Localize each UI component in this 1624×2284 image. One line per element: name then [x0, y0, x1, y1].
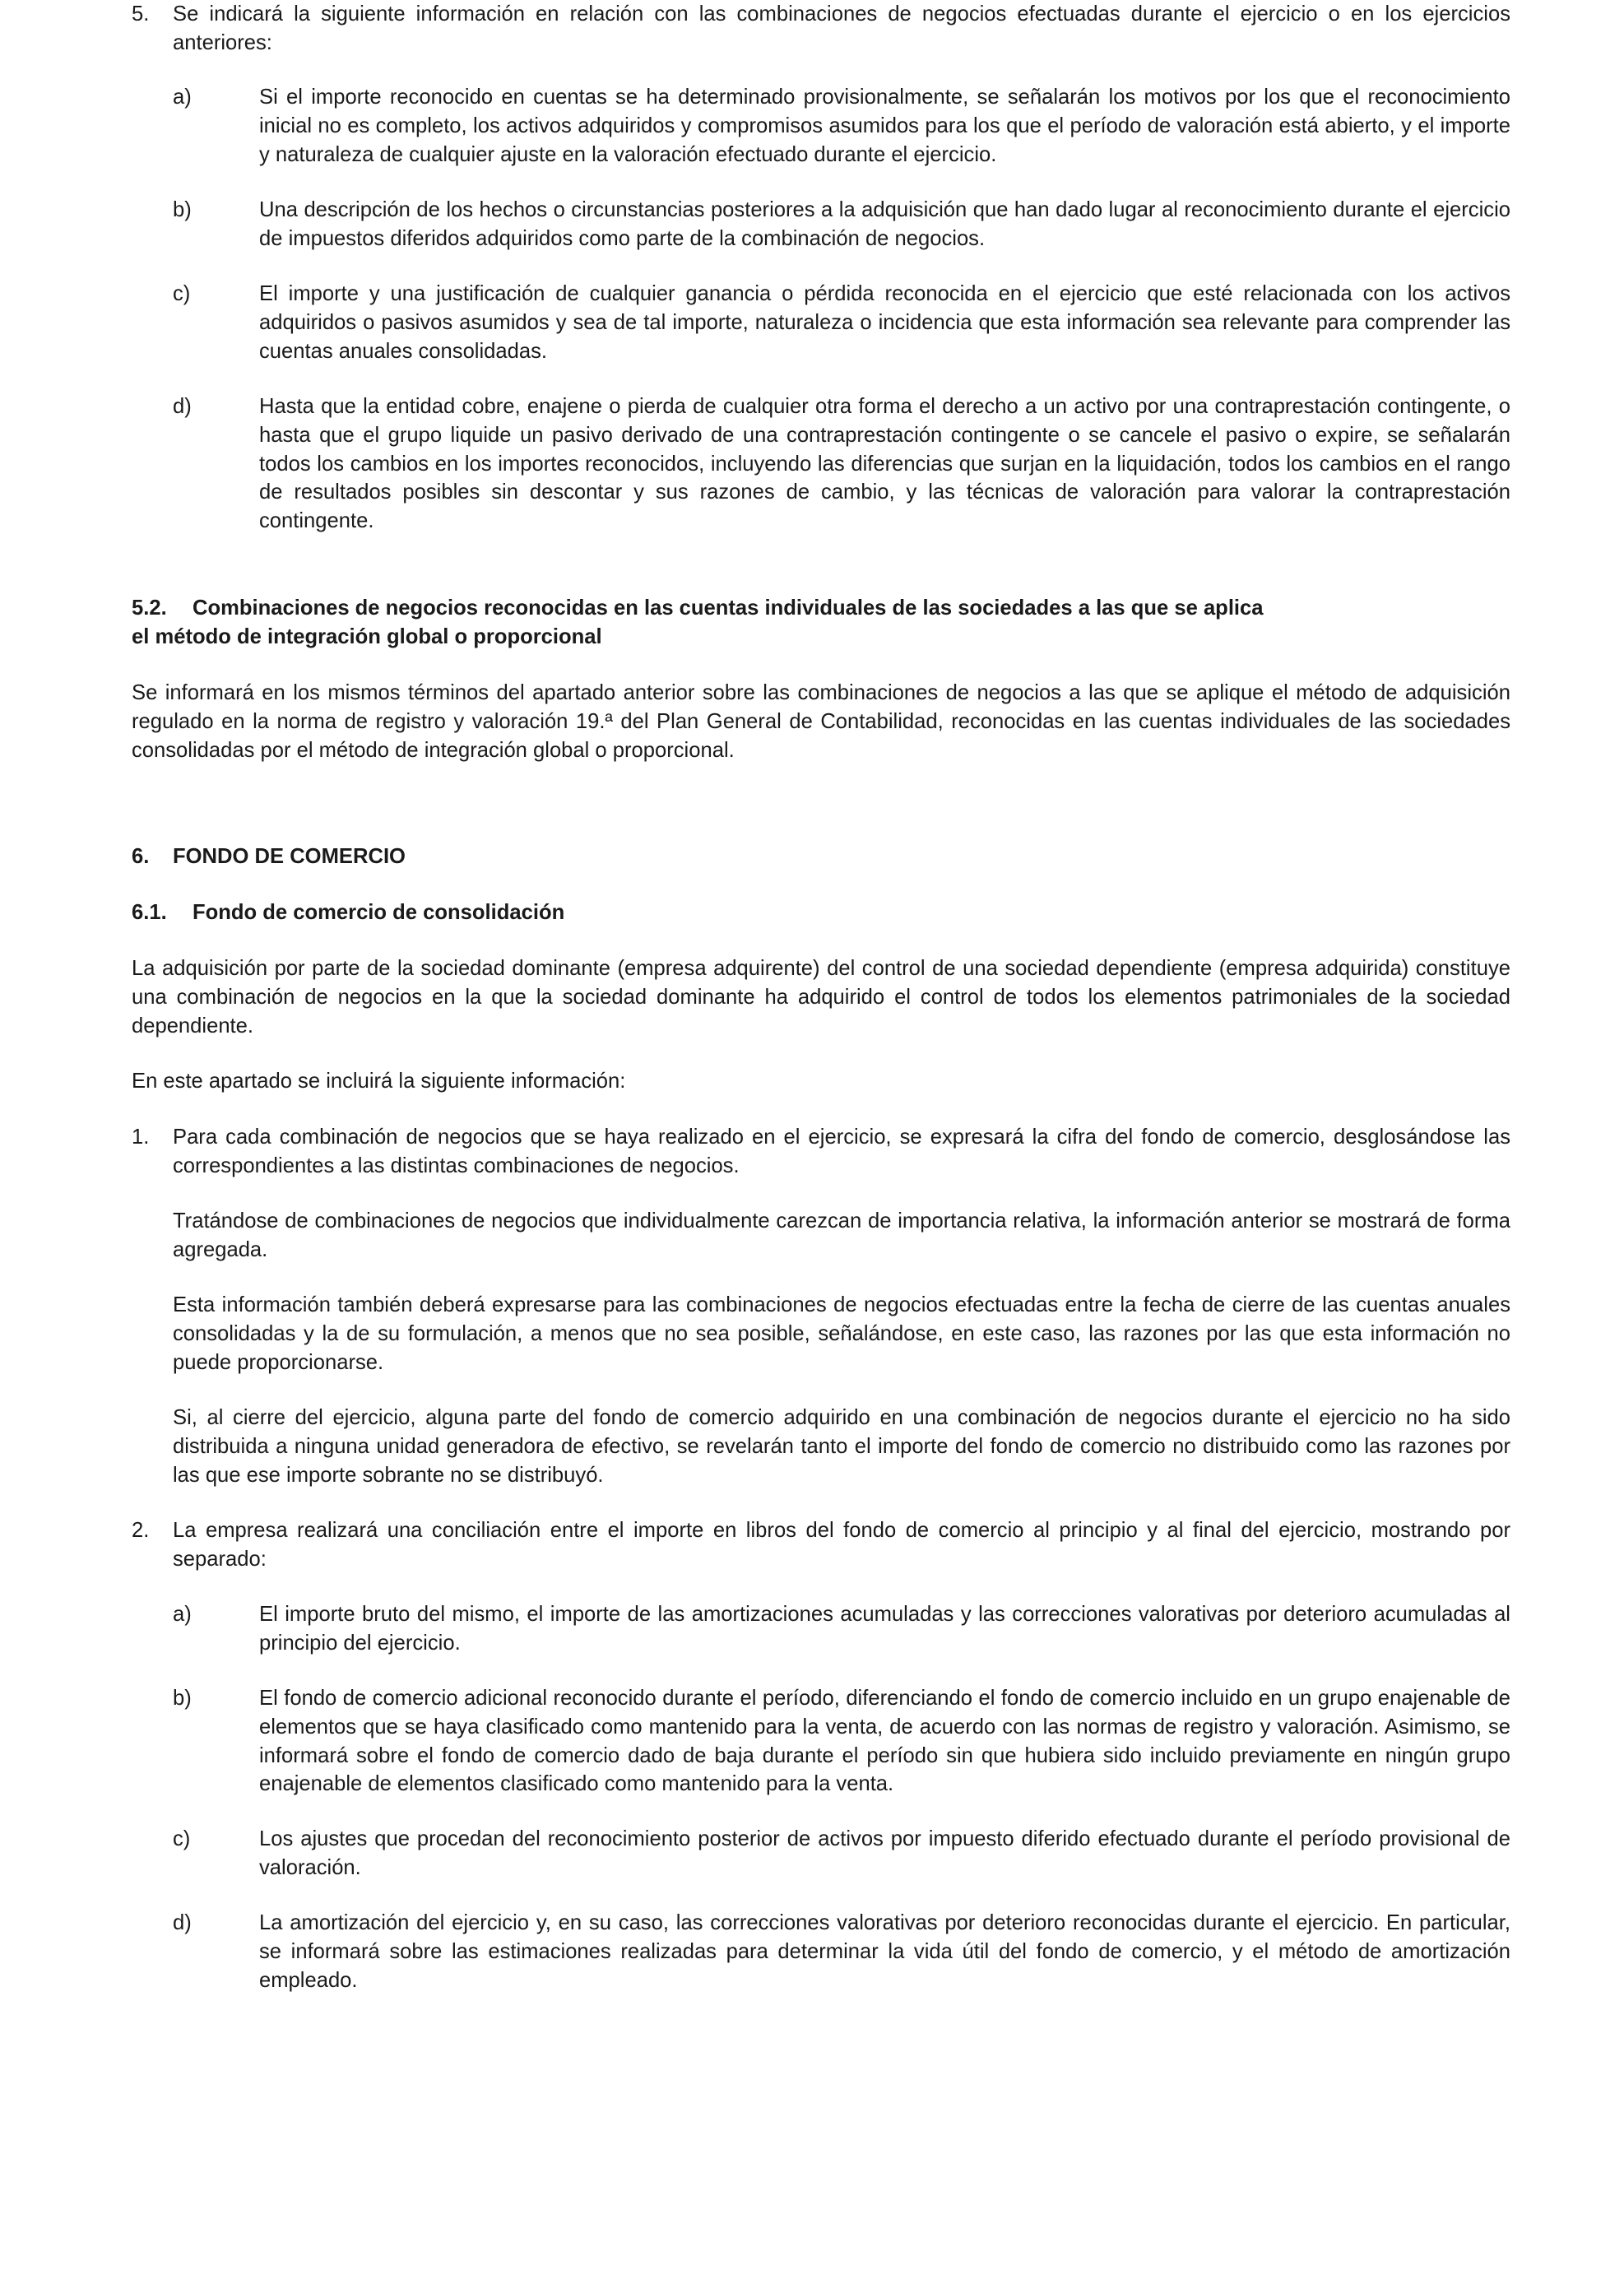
- sub-item-a: [173, 1600, 1510, 1658]
- sub-item-b: [173, 1684, 1510, 1799]
- sub-label: a): [173, 86, 192, 109]
- sub-text: Los ajustes que procedan del reconocimiento posterior de activos por impuesto diferido efectuado durante el período provisional de valoración.: [259, 1827, 1510, 1879]
- sub-label: d): [173, 1911, 192, 1934]
- sub-item-a: [173, 83, 1510, 169]
- sub-text: Una descripción de los hechos o circunstancias posteriores a la adquisición que han dado lugar al reconocimiento durante el ejercicio de impuestos diferidos adquiridos como parte de la combinación de negocios.: [259, 198, 1510, 250]
- list-item-1: [132, 1123, 1510, 1181]
- sub-item-c: [173, 280, 1510, 365]
- section-heading-6: [132, 843, 1510, 871]
- paragraph-5-2: Se informará en los mismos términos del apartado anterior sobre las combinaciones de negocios a las que se aplique el método de adquisición regulado en la norma de registro y valoración 19.ª del Plan General de Contabilidad, reconocidas en las cuentas individuales de las sociedades consolidadas por el método de integración global o proporcional.: [132, 681, 1510, 762]
- sub-text: El importe y una justificación de cualquier ganancia o pérdida reconocida en el ejercicio que esté relacionada con los activos adquiridos o pasivos asumidos y sea de tal importe, naturaleza o incidencia que esta información sea relevante para comprender las cuentas anuales consolidadas.: [259, 282, 1510, 363]
- section-heading-6-1: [132, 898, 1510, 927]
- paragraph-intro: La adquisición por parte de la sociedad dominante (empresa adquirente) del control de una sociedad dependiente (empresa adquirida) constituye una combinación de negocios en la que la sociedad dominante ha adquirido el control de todos los elementos patrimoniales de la sociedad dependiente.: [132, 957, 1510, 1038]
- list-number: 1.: [132, 1126, 150, 1149]
- sub-item-d: [173, 392, 1510, 536]
- sub-label: b): [173, 198, 192, 221]
- section-title: Fondo de comercio de consolidación: [193, 901, 565, 924]
- item1-paragraph-3: Esta información también deberá expresarse para las combinaciones de negocios efectuadas entre la fecha de cierre de las cuentas anuales consolidadas y la de su formulación, a menos que no sea posible, señalándose, en este caso, las razones por las que esta información no puede proporcionarse.: [173, 1293, 1510, 1374]
- section-number: 5.2.: [132, 597, 167, 620]
- sub-label: c): [173, 282, 191, 305]
- item1-paragraph-4: Si, al cierre del ejercicio, alguna parte del fondo de comercio adquirido en una combinación de negocios durante el ejercicio no ha sido distribuida a ninguna unidad generadora de efectivo, se revelarán tanto el importe del fondo de comercio no distribuido como las razones por las que ese importe sobrante no se distribuyó.: [173, 1406, 1510, 1487]
- item1-paragraph-2: Tratándose de combinaciones de negocios que individualmente carezcan de importancia relativa, la información anterior se mostrará de forma agregada.: [173, 1209, 1510, 1261]
- sub-item-c: [173, 1825, 1510, 1882]
- sub-item-b: [173, 196, 1510, 253]
- list-item-5: [132, 0, 1510, 58]
- list-text: Se indicará la siguiente información en relación con las combinaciones de negocios efectuadas durante el ejercicio o en los ejercicios anteriores:: [173, 2, 1510, 54]
- section-number: 6.1.: [132, 901, 167, 924]
- list-text: La empresa realizará una conciliación entre el importe en libros del fondo de comercio al principio y al final del ejercicio, mostrando por separado:: [173, 1519, 1510, 1571]
- list-item-2: [132, 1516, 1510, 1574]
- sub-item-d: [173, 1909, 1510, 1994]
- sub-label: d): [173, 395, 192, 418]
- section-number: 6.: [132, 845, 150, 868]
- sub-text: Hasta que la entidad cobre, enajene o pierda de cualquier otra forma el derecho a un activo por una contraprestación contingente, o hasta que el grupo liquide un pasivo derivado de una contraprestación contingente o se cancele el pasivo o expire, se señalarán todos los cambios en los importes reconocidos, incluyendo las diferencias que surjan en la liquidación, todos los cambios en el rango de resultados posibles sin descontar y sus razones de cambio, y las técnicas de valoración para valorar la contraprestación contingente.: [259, 395, 1510, 533]
- sub-text: El importe bruto del mismo, el importe de las amortizaciones acumuladas y las correcciones valorativas por deterioro acumuladas al principio del ejercicio.: [259, 1603, 1510, 1655]
- sub-label: c): [173, 1827, 191, 1850]
- paragraph-intro2: En este apartado se incluirá la siguiente información:: [132, 1070, 626, 1093]
- section-heading-5-2: [132, 594, 1510, 652]
- sub-text: Si el importe reconocido en cuentas se ha determinado provisionalmente, se señalarán los motivos por los que el reconocimiento inicial no es completo, los activos adquiridos y compromisos asumidos para los que el período de valoración está abierto, y el importe y naturaleza de cualquier ajuste en la valoración efectuado durante el ejercicio.: [259, 86, 1510, 166]
- list-number: 5.: [132, 2, 150, 26]
- sub-label: a): [173, 1603, 192, 1626]
- list-number: 2.: [132, 1519, 150, 1542]
- sub-label: b): [173, 1687, 192, 1710]
- sub-text: El fondo de comercio adicional reconocido durante el período, diferenciando el fondo de comercio incluido en un grupo enajenable de elementos que se haya clasificado como mantenido para la venta, de acuerdo con las normas de registro y valoración. Asimismo, se informará sobre el fondo de comercio dado de baja durante el período sin que hubiera sido incluido previamente en ningún grupo enajenable de elementos clasificado como mantenido para la venta.: [259, 1687, 1510, 1796]
- section-title: FONDO DE COMERCIO: [173, 845, 406, 868]
- section-title-line2: el método de integración global o proporcional: [132, 624, 602, 648]
- sub-text: La amortización del ejercicio y, en su caso, las correcciones valorativas por deterioro reconocidas durante el ejercicio. En particular, se informará sobre las estimaciones realizadas para determinar la vida útil del fondo de comercio, y el método de amortización empleado.: [259, 1911, 1510, 1992]
- list-text: Para cada combinación de negocios que se haya realizado en el ejercicio, se expresará la cifra del fondo de comercio, desglosándose las correspondientes a las distintas combinaciones de negocios.: [173, 1126, 1510, 1177]
- section-title-line1: Combinaciones de negocios reconocidas en las cuentas individuales de las sociedades a las que se aplica: [193, 597, 1264, 620]
